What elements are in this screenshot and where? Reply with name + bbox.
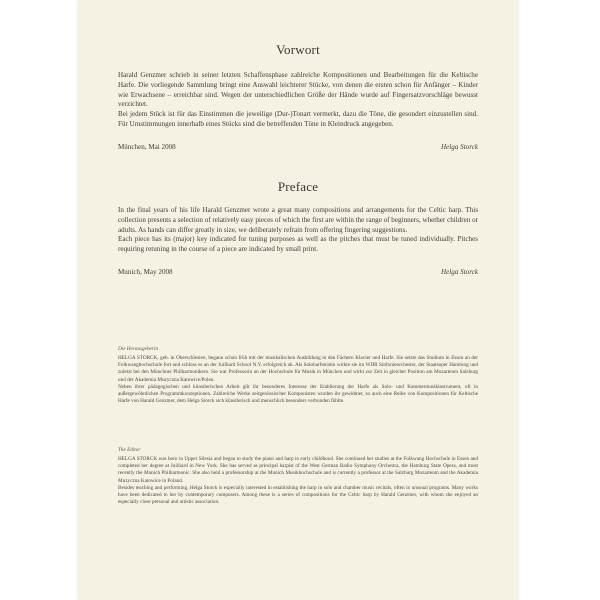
vorwort-signature: Helga Storck xyxy=(441,142,478,151)
editor-german-paragraph-2: Neben ihrer pädagogischen und künstlerischen Arbeit gilt ihr besonderes Interesse der Etablierung der Harfe als Solo- und Kammermusikinstrument, oft in außergewöhnlichen Programmkonzeptionen. Zahlreiche Werke zeitgenössischer Komponisten wurden ihr gewidmet, so auch eine Reihe von Kompositionen für Keltische Harfe von Harald Genzmer, dem Helga Storck sich künstlerisch und menschlich besonders verbunden fühlte. xyxy=(118,383,478,405)
score-page xyxy=(78,0,518,600)
preface-signature-line xyxy=(118,268,478,276)
editor-english-section xyxy=(118,447,478,506)
editor-english-paragraph-1: HELGA STORCK was born in Upper Silesia and began to study the piano and harp in early childhood. She continued her studies at the Folkwang Hochschule in Essen and completed her degree at Juilliard in New York. She has served as principal harpist of the West German Radio Symphony Orchestra, the Hamburg State Opera, and most recently the Munich Philharmonic. She also held a professorship at the Munich Musikhochschule and is currently a professor at the Salzburg Mozarteum and the Akademia Muzyczna Katowice in Poland. xyxy=(118,456,478,484)
preface-place-date: Munich, May 2008 xyxy=(118,267,173,276)
editor-german-heading: Die Herausgeberin xyxy=(118,346,158,352)
vorwort-body xyxy=(118,71,478,130)
vorwort-paragraph-2: Bei jedem Stück ist für das Einstimmen die jeweilige (Dur-)Tonart vermerkt, dazu die Töne, die gesondert einzustellen sind. Für Umstimmungen innerhalb eines Stücks sind die betreffenden Töne in Kleindruck angegeben. xyxy=(118,110,478,128)
editor-english-body xyxy=(118,456,478,506)
preface-title: Preface xyxy=(277,179,319,194)
editor-german-section xyxy=(118,346,478,405)
vorwort-paragraph-1: Harald Genzmer schrieb in seiner letzten Schaffensphase zahlreiche Kompositionen und Bearbeitungen für die Keltische Harfe. Die vorliegende Sammlung bringt eine Auswahl leichterer Stücke, von denen die ersten schon für Anfänger – Kinder wie Erwachsene – erreichbar sind. Wegen der unterschiedlichen Größe der Hände wurde auf Fingersatzvorschläge bewusst verzichtet. xyxy=(118,71,478,109)
vorwort-place-date: München, Mai 2008 xyxy=(118,142,176,151)
preface-body xyxy=(118,206,478,255)
preface-paragraph-2: Each piece has its (major) key indicated for tuning purposes as well as the pitches that must be tuned individually. Pitches requiring retuning in the course of a piece are indicated by small print. xyxy=(118,235,478,254)
editor-german-body xyxy=(118,355,478,405)
preface-paragraph-1: In the final years of his life Harald Genzmer wrote a great many compositions and arrangements for the Celtic harp. This collection presents a selection of relatively easy pieces of which the first are within the range of beginners, whether children or adults. As hands can differ greatly in size, we deliberately refrain from offering fingering suggestions. xyxy=(118,206,478,234)
editor-english-heading: The Editor xyxy=(118,447,141,453)
vorwort-section xyxy=(118,42,478,151)
vorwort-signature-line xyxy=(118,143,478,151)
preface-signature: Helga Storck xyxy=(441,267,478,276)
preface-section xyxy=(118,179,478,276)
vorwort-title: Vorwort xyxy=(276,42,320,57)
editor-english-paragraph-2: Besides teaching and performing, Helga Storck is especially interested in establishing the harp in solo and chamber music recitals, often in unusual programs. Many works have been dedicated to her by contemporary composers. Among these is a series of compositions for the Celtic harp by Harald Genzmer, with whom she enjoyed an especially close personal and artistic association. xyxy=(118,484,478,506)
editor-german-paragraph-1: HELGA STORCK, geb. in Oberschlesien, begann schon früh mit der musikalischen Ausbildung in den Fächern Klavier und Harfe. Sie setzte das Studium in Essen an der Folkwanghochschule fort und schloss es an der Juilliard School N.Y. erfolgreich ab. Als Soloharfenistin wirkte sie im WDR Sinfonieorchester, der Staatsoper Hamburg und zuletzt bei den Münchner Philharmonikern. Sie war Professorin an der Hochschule für Musik in München und wirkt zur Zeit in gleicher Position am Mozarteum Salzburg und der Akademia Muzyczna Katowice/Polen. xyxy=(118,355,478,383)
